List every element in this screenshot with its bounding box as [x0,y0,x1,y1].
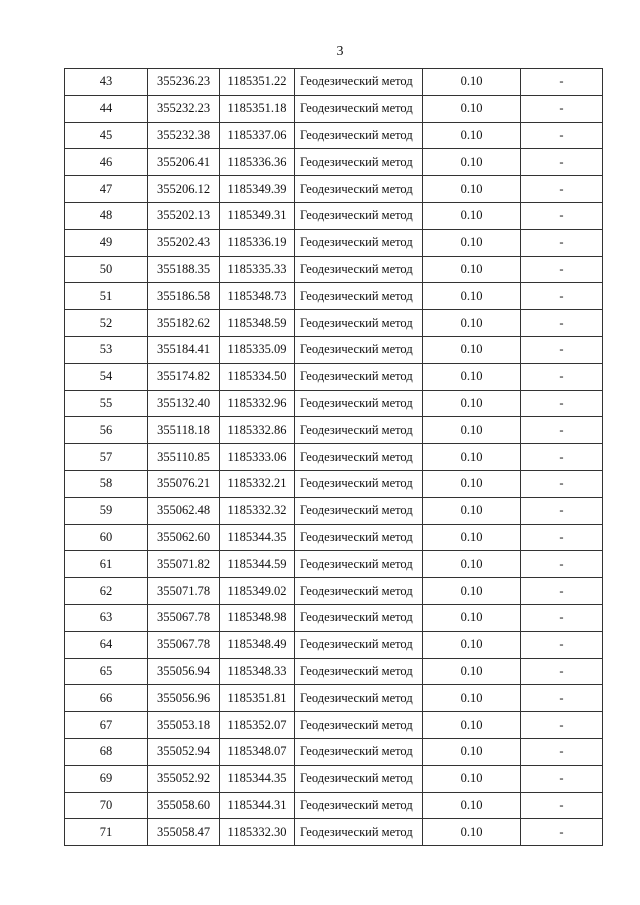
description-cell: - [521,69,603,96]
y-coordinate-cell: 1185344.35 [220,524,295,551]
x-coordinate-cell: 355132.40 [148,390,220,417]
x-coordinate-cell: 355058.60 [148,792,220,819]
y-coordinate-cell: 1185344.59 [220,551,295,578]
point-number-cell: 53 [65,336,148,363]
table-row [65,658,603,685]
y-coordinate-cell: 1185351.81 [220,685,295,712]
x-coordinate-cell: 355232.38 [148,122,220,149]
method-cell: Геодезический метод [295,470,423,497]
y-coordinate-cell: 1185348.49 [220,631,295,658]
point-number-cell: 48 [65,202,148,229]
table-row [65,792,603,819]
accuracy-cell: 0.10 [423,176,521,203]
method-cell: Геодезический метод [295,417,423,444]
y-coordinate-cell: 1185349.02 [220,578,295,605]
table-row [65,712,603,739]
y-coordinate-cell: 1185332.32 [220,497,295,524]
coordinates-table [64,68,603,846]
table-row [65,524,603,551]
method-cell: Геодезический метод [295,390,423,417]
x-coordinate-cell: 355118.18 [148,417,220,444]
point-number-cell: 47 [65,176,148,203]
description-cell: - [521,712,603,739]
accuracy-cell: 0.10 [423,524,521,551]
y-coordinate-cell: 1185335.33 [220,256,295,283]
table-row [65,738,603,765]
x-coordinate-cell: 355202.13 [148,202,220,229]
x-coordinate-cell: 355062.48 [148,497,220,524]
description-cell: - [521,792,603,819]
table-row [65,363,603,390]
accuracy-cell: 0.10 [423,738,521,765]
table-row [65,578,603,605]
accuracy-cell: 0.10 [423,417,521,444]
accuracy-cell: 0.10 [423,69,521,96]
table-row [65,69,603,96]
y-coordinate-cell: 1185344.35 [220,765,295,792]
description-cell: - [521,95,603,122]
description-cell: - [521,765,603,792]
y-coordinate-cell: 1185351.18 [220,95,295,122]
x-coordinate-cell: 355206.41 [148,149,220,176]
accuracy-cell: 0.10 [423,390,521,417]
table-row [65,470,603,497]
method-cell: Геодезический метод [295,578,423,605]
y-coordinate-cell: 1185344.31 [220,792,295,819]
x-coordinate-cell: 355058.47 [148,819,220,846]
table-row [65,336,603,363]
description-cell: - [521,524,603,551]
description-cell: - [521,176,603,203]
y-coordinate-cell: 1185332.86 [220,417,295,444]
description-cell: - [521,578,603,605]
accuracy-cell: 0.10 [423,310,521,337]
description-cell: - [521,551,603,578]
description-cell: - [521,444,603,471]
point-number-cell: 68 [65,738,148,765]
x-coordinate-cell: 355186.58 [148,283,220,310]
x-coordinate-cell: 355188.35 [148,256,220,283]
point-number-cell: 62 [65,578,148,605]
description-cell: - [521,202,603,229]
point-number-cell: 64 [65,631,148,658]
accuracy-cell: 0.10 [423,229,521,256]
point-number-cell: 55 [65,390,148,417]
table-row [65,685,603,712]
table-row [65,229,603,256]
description-cell: - [521,497,603,524]
point-number-cell: 63 [65,604,148,631]
description-cell: - [521,604,603,631]
table-row [65,310,603,337]
y-coordinate-cell: 1185334.50 [220,363,295,390]
description-cell: - [521,470,603,497]
y-coordinate-cell: 1185348.33 [220,658,295,685]
table-row [65,122,603,149]
point-number-cell: 70 [65,792,148,819]
accuracy-cell: 0.10 [423,712,521,739]
table-row [65,497,603,524]
point-number-cell: 65 [65,658,148,685]
x-coordinate-cell: 355232.23 [148,95,220,122]
point-number-cell: 46 [65,149,148,176]
x-coordinate-cell: 355053.18 [148,712,220,739]
y-coordinate-cell: 1185335.09 [220,336,295,363]
method-cell: Геодезический метод [295,658,423,685]
table-row [65,283,603,310]
y-coordinate-cell: 1185348.73 [220,283,295,310]
x-coordinate-cell: 355110.85 [148,444,220,471]
table-row [65,631,603,658]
method-cell: Геодезический метод [295,685,423,712]
table-row [65,417,603,444]
x-coordinate-cell: 355174.82 [148,363,220,390]
method-cell: Геодезический метод [295,202,423,229]
description-cell: - [521,229,603,256]
accuracy-cell: 0.10 [423,765,521,792]
point-number-cell: 56 [65,417,148,444]
description-cell: - [521,336,603,363]
accuracy-cell: 0.10 [423,283,521,310]
x-coordinate-cell: 355076.21 [148,470,220,497]
method-cell: Геодезический метод [295,310,423,337]
description-cell: - [521,149,603,176]
x-coordinate-cell: 355071.82 [148,551,220,578]
method-cell: Геодезический метод [295,631,423,658]
point-number-cell: 61 [65,551,148,578]
method-cell: Геодезический метод [295,551,423,578]
table-row [65,444,603,471]
point-number-cell: 52 [65,310,148,337]
y-coordinate-cell: 1185337.06 [220,122,295,149]
method-cell: Геодезический метод [295,149,423,176]
x-coordinate-cell: 355236.23 [148,69,220,96]
point-number-cell: 49 [65,229,148,256]
x-coordinate-cell: 355056.94 [148,658,220,685]
accuracy-cell: 0.10 [423,444,521,471]
y-coordinate-cell: 1185336.19 [220,229,295,256]
accuracy-cell: 0.10 [423,497,521,524]
accuracy-cell: 0.10 [423,819,521,846]
method-cell: Геодезический метод [295,524,423,551]
y-coordinate-cell: 1185332.21 [220,470,295,497]
description-cell: - [521,363,603,390]
x-coordinate-cell: 355071.78 [148,578,220,605]
accuracy-cell: 0.10 [423,149,521,176]
description-cell: - [521,819,603,846]
description-cell: - [521,283,603,310]
table-row [65,390,603,417]
table-row [65,256,603,283]
point-number-cell: 43 [65,69,148,96]
x-coordinate-cell: 355184.41 [148,336,220,363]
point-number-cell: 66 [65,685,148,712]
x-coordinate-cell: 355202.43 [148,229,220,256]
method-cell: Геодезический метод [295,95,423,122]
method-cell: Геодезический метод [295,497,423,524]
description-cell: - [521,122,603,149]
x-coordinate-cell: 355067.78 [148,631,220,658]
accuracy-cell: 0.10 [423,256,521,283]
accuracy-cell: 0.10 [423,363,521,390]
accuracy-cell: 0.10 [423,470,521,497]
description-cell: - [521,417,603,444]
table-row [65,176,603,203]
y-coordinate-cell: 1185348.98 [220,604,295,631]
page-number: 3 [336,44,344,59]
description-cell: - [521,256,603,283]
x-coordinate-cell: 355182.62 [148,310,220,337]
point-number-cell: 57 [65,444,148,471]
description-cell: - [521,390,603,417]
table-row [65,604,603,631]
table-row [65,202,603,229]
method-cell: Геодезический метод [295,604,423,631]
description-cell: - [521,658,603,685]
method-cell: Геодезический метод [295,283,423,310]
point-number-cell: 54 [65,363,148,390]
method-cell: Геодезический метод [295,122,423,149]
point-number-cell: 51 [65,283,148,310]
y-coordinate-cell: 1185348.07 [220,738,295,765]
method-cell: Геодезический метод [295,256,423,283]
method-cell: Геодезический метод [295,738,423,765]
table-row [65,149,603,176]
accuracy-cell: 0.10 [423,551,521,578]
accuracy-cell: 0.10 [423,202,521,229]
accuracy-cell: 0.10 [423,95,521,122]
method-cell: Геодезический метод [295,712,423,739]
x-coordinate-cell: 355062.60 [148,524,220,551]
accuracy-cell: 0.10 [423,631,521,658]
accuracy-cell: 0.10 [423,122,521,149]
table-row [65,95,603,122]
table-body [65,69,603,846]
y-coordinate-cell: 1185332.96 [220,390,295,417]
method-cell: Геодезический метод [295,229,423,256]
point-number-cell: 58 [65,470,148,497]
point-number-cell: 69 [65,765,148,792]
description-cell: - [521,310,603,337]
point-number-cell: 50 [65,256,148,283]
method-cell: Геодезический метод [295,336,423,363]
accuracy-cell: 0.10 [423,685,521,712]
method-cell: Геодезический метод [295,765,423,792]
x-coordinate-cell: 355052.92 [148,765,220,792]
x-coordinate-cell: 355067.78 [148,604,220,631]
description-cell: - [521,631,603,658]
y-coordinate-cell: 1185348.59 [220,310,295,337]
y-coordinate-cell: 1185333.06 [220,444,295,471]
y-coordinate-cell: 1185351.22 [220,69,295,96]
x-coordinate-cell: 355056.96 [148,685,220,712]
method-cell: Геодезический метод [295,176,423,203]
description-cell: - [521,738,603,765]
point-number-cell: 60 [65,524,148,551]
method-cell: Геодезический метод [295,819,423,846]
y-coordinate-cell: 1185352.07 [220,712,295,739]
point-number-cell: 67 [65,712,148,739]
table-row [65,819,603,846]
accuracy-cell: 0.10 [423,578,521,605]
point-number-cell: 71 [65,819,148,846]
x-coordinate-cell: 355206.12 [148,176,220,203]
point-number-cell: 44 [65,95,148,122]
point-number-cell: 59 [65,497,148,524]
point-number-cell: 45 [65,122,148,149]
accuracy-cell: 0.10 [423,604,521,631]
accuracy-cell: 0.10 [423,792,521,819]
method-cell: Геодезический метод [295,792,423,819]
table-row [65,765,603,792]
accuracy-cell: 0.10 [423,336,521,363]
description-cell: - [521,685,603,712]
accuracy-cell: 0.10 [423,658,521,685]
y-coordinate-cell: 1185336.36 [220,149,295,176]
method-cell: Геодезический метод [295,444,423,471]
method-cell: Геодезический метод [295,69,423,96]
y-coordinate-cell: 1185349.31 [220,202,295,229]
method-cell: Геодезический метод [295,363,423,390]
x-coordinate-cell: 355052.94 [148,738,220,765]
y-coordinate-cell: 1185349.39 [220,176,295,203]
table-row [65,551,603,578]
y-coordinate-cell: 1185332.30 [220,819,295,846]
